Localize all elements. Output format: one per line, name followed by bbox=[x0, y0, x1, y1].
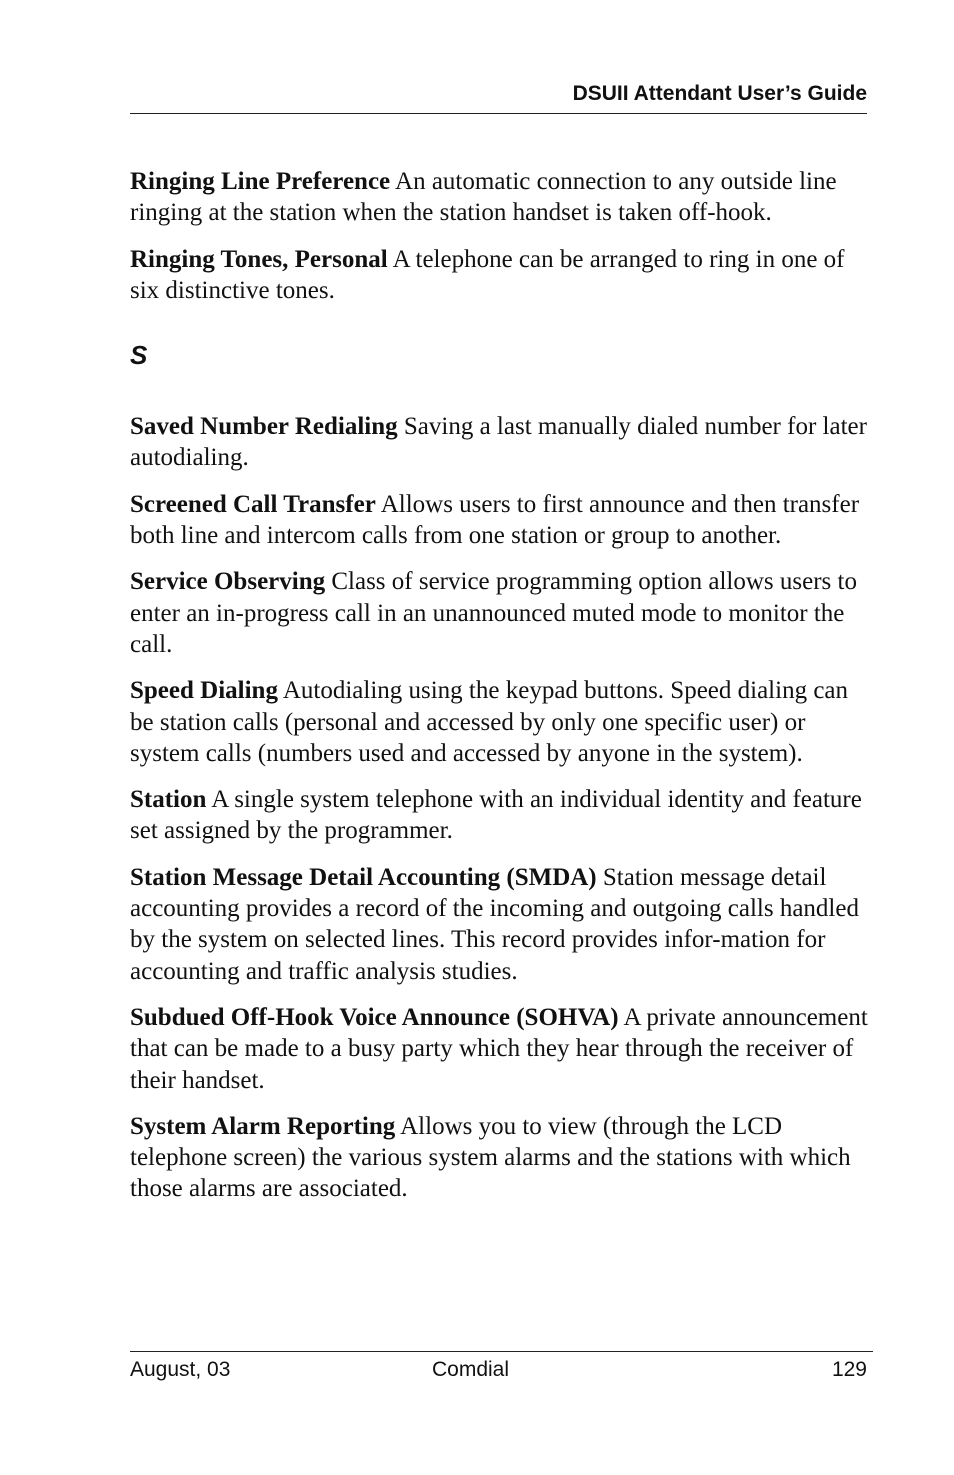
glossary-entry bbox=[130, 862, 870, 987]
glossary-entry bbox=[130, 784, 870, 847]
footer-company: Comdial bbox=[432, 1358, 510, 1381]
glossary-definition: Class of service programming option allows users to enter an in-progress call in an unannounced muted mode to monitor the call. bbox=[130, 568, 857, 658]
glossary-entry bbox=[130, 166, 870, 229]
glossary-definition: An automatic connection to any outside line ringing at the station when the station handset is taken off-hook. bbox=[130, 168, 837, 227]
glossary-term: Ringing Tones, Personal bbox=[130, 245, 388, 273]
glossary-entry bbox=[130, 1002, 870, 1096]
glossary-definition: A telephone can be arranged to ring in one of six distinctive tones. bbox=[130, 245, 845, 304]
glossary-term: Subdued Off-Hook Voice Announce (SOHVA) bbox=[130, 1003, 619, 1031]
glossary-entry bbox=[130, 411, 870, 474]
glossary-definition: A private announcement that can be made to a busy party which they hear through the receiver of their handset. bbox=[130, 1003, 868, 1094]
glossary-content bbox=[130, 166, 870, 1220]
glossary-entry bbox=[130, 1111, 870, 1205]
glossary-term: Screened Call Transfer bbox=[130, 490, 376, 518]
page-footer bbox=[130, 1351, 873, 1388]
glossary-definition: Autodialing using the keypad buttons. Speed dialing can be station calls (personal and accessed by only one specific user) or system calls (numbers used and accessed by anyone in the system). bbox=[130, 677, 849, 767]
glossary-term: Service Observing bbox=[130, 568, 326, 596]
page-header bbox=[130, 80, 867, 114]
glossary-definition: Allows you to view (through the LCD telephone screen) the various system alarms and the stations with which those alarms are associated. bbox=[130, 1112, 851, 1203]
header-title: DSUII Attendant User’s Guide bbox=[572, 82, 867, 105]
glossary-entry bbox=[130, 244, 870, 307]
glossary-term: Station Message Detail Accounting (SMDA) bbox=[130, 863, 597, 891]
glossary-entry bbox=[130, 675, 870, 769]
glossary-term: System Alarm Reporting bbox=[130, 1112, 396, 1140]
glossary-term: Ringing Line Preference bbox=[130, 168, 391, 195]
glossary-definition: Saving a last manually dialed number for later autodialing. bbox=[130, 413, 867, 472]
glossary-entry bbox=[130, 566, 870, 660]
footer-date: August, 03 bbox=[130, 1358, 231, 1381]
glossary-term: Saved Number Redialing bbox=[130, 413, 398, 441]
footer-page-number: 129 bbox=[831, 1358, 867, 1381]
glossary-entry bbox=[130, 489, 870, 552]
glossary-definition: A single system telephone with an individual identity and feature set assigned by the programmer. bbox=[130, 786, 862, 845]
glossary-definition: Allows users to first announce and then transfer both line and intercom calls from one station or group to another. bbox=[130, 490, 860, 550]
glossary-term: Speed Dialing bbox=[130, 677, 278, 705]
section-letter-heading: S bbox=[130, 340, 148, 371]
glossary-term: Station bbox=[130, 786, 207, 814]
glossary-definition: Station message detail accounting provides a record of the incoming and outgoing calls handled by the system on selected lines. This record provides infor-mation for accounting and traffic analysis studies. bbox=[130, 863, 859, 985]
